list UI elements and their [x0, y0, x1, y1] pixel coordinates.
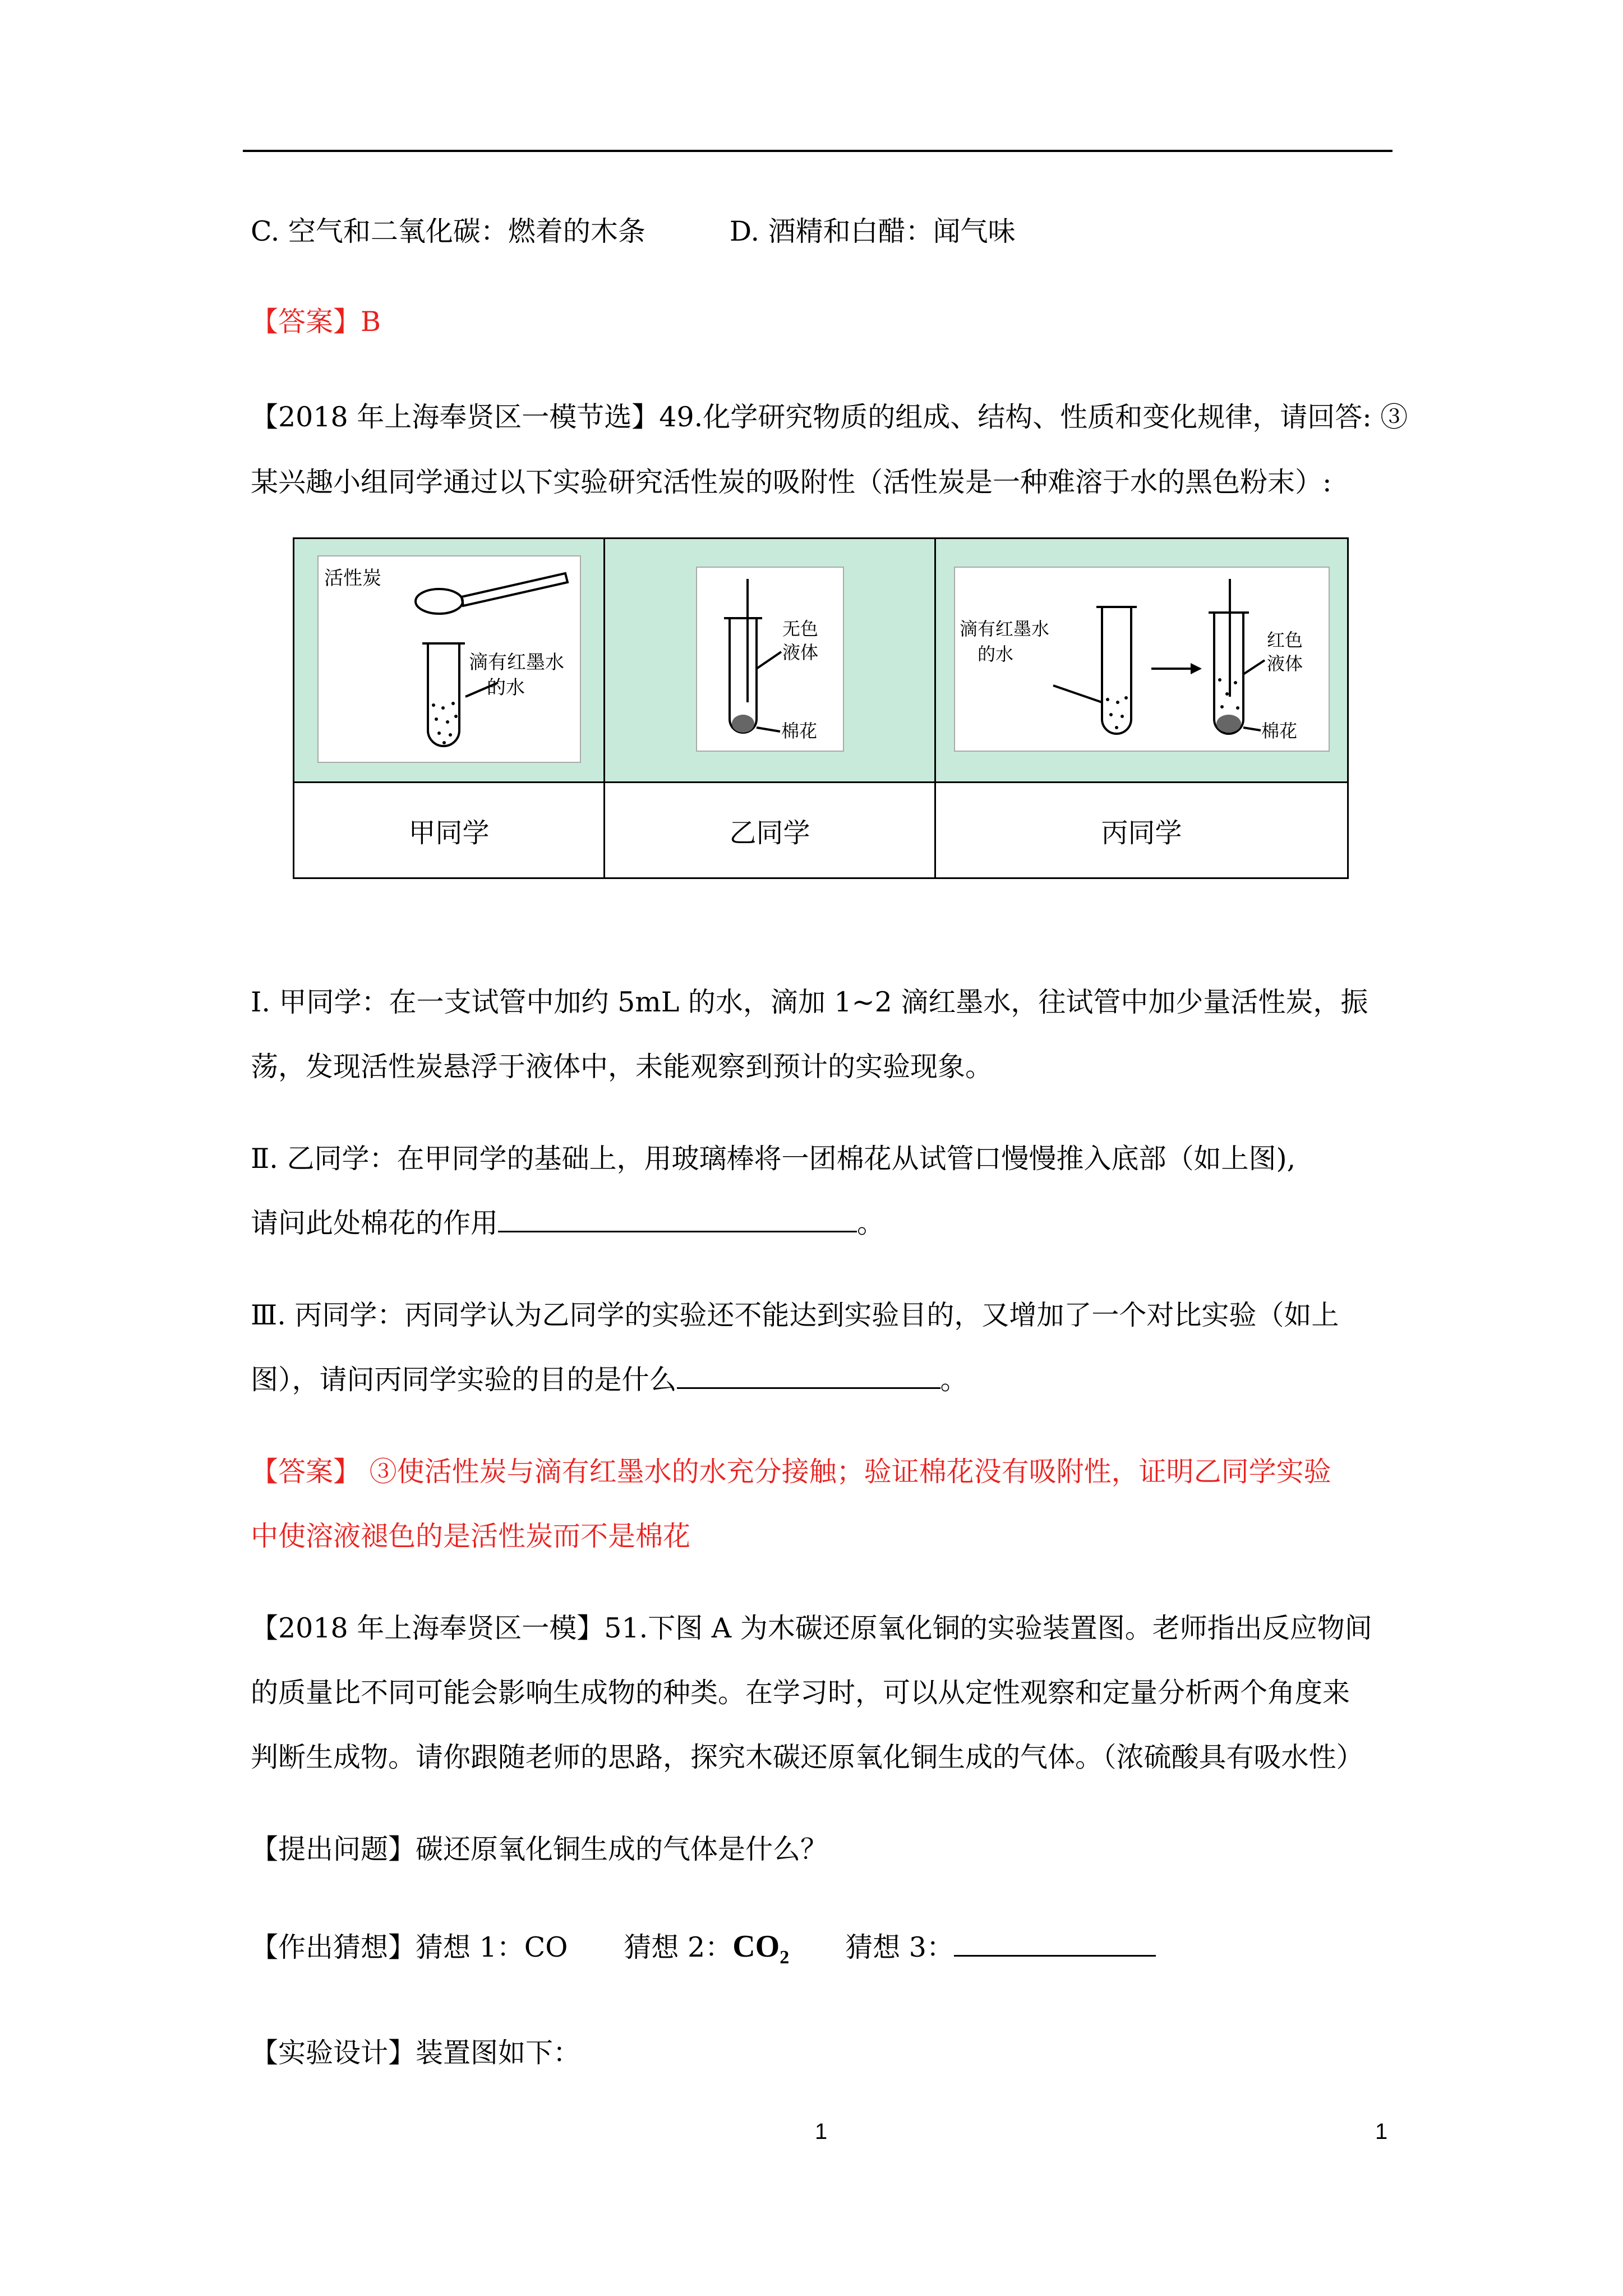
option-row [251, 215, 1016, 249]
figure-jia [317, 555, 581, 763]
q51-line-2: 的质量比不同可能会影响生成物的种类。在学习时，可以从定性观察和定量分析两个角度来 [251, 1677, 1350, 1709]
answer-blank-hypothesis-3[interactable] [954, 1932, 1156, 1957]
figure-cell-bing [935, 539, 1348, 783]
answer-blank-purpose[interactable] [677, 1365, 940, 1389]
hypothesis-3-label: 猜想 3： [845, 1931, 954, 1963]
step-iii-line-2 [251, 1363, 968, 1397]
label-red-water-1: 滴有红墨水 [468, 651, 564, 674]
figure-cell-yi [605, 539, 935, 783]
label-red-liquid-1: 红色 [1266, 629, 1303, 651]
hypothesis-row [251, 1930, 1156, 1975]
step-ii-line-1: Ⅱ. 乙同学：在甲同学的基础上，用玻璃棒将一团棉花从试管口慢慢推入底部（如上图), [251, 1143, 1296, 1175]
label-colorless-2: 液体 [782, 642, 818, 663]
label-colorless-1: 无色 [782, 618, 818, 639]
step-i-line-2: 荡，发现活性炭悬浮于液体中，未能观察到预计的实验现象。 [251, 1051, 993, 1083]
answer-blank-cotton[interactable] [498, 1208, 857, 1232]
label-carbon: 活性炭 [324, 567, 381, 590]
step-ii-prompt: 请问此处棉花的作用 [251, 1207, 499, 1239]
hypothesis-2-label: 猜想 2： [624, 1931, 733, 1963]
hypothesis-1: 【作出猜想】猜想 1：CO [251, 1931, 568, 1963]
co2-formula: $CO_2$ [732, 1929, 790, 1968]
q49-line-2: 某兴趣小组同学通过以下实验研究活性炭的吸附性（活性炭是一种难溶于水的黑色粉末）: [251, 466, 1332, 498]
label-yi: 乙同学 [605, 783, 935, 878]
label-cotton: 棉花 [781, 720, 817, 742]
q51-line-3: 判断生成物。请你跟随老师的思路，探究木碳还原氧化铜生成的气体。（浓硫酸具有吸水性） [251, 1741, 1364, 1773]
label-red-liquid-2: 液体 [1266, 653, 1303, 674]
figure-cell-jia [294, 539, 605, 783]
figure-yi [696, 567, 844, 752]
label-jia: 甲同学 [294, 783, 605, 878]
label-red-water-2: 的水 [486, 677, 525, 699]
answer-2-line-2: 中使溶液褪色的是活性炭而不是棉花 [251, 1520, 691, 1552]
step-iii-prompt: 图），请问丙同学实验的目的是什么 [251, 1364, 677, 1396]
label-bing: 丙同学 [935, 783, 1348, 878]
answer-1: 【答案】B [251, 306, 381, 338]
option-d: D. 酒精和白醋：闻气味 [729, 215, 1016, 247]
q49-line-1: 【2018 年上海奉贤区一模节选】49.化学研究物质的组成、结构、性质和变化规律，请回答: ③ [251, 401, 1408, 433]
figure-bing [954, 567, 1330, 752]
step-iii-line-1: Ⅲ. 丙同学：丙同学认为乙同学的实验还不能达到实验目的，又增加了一个对比实验（如上 [251, 1299, 1339, 1331]
option-c: C. 空气和二氧化碳：燃着的木条 [251, 215, 645, 247]
step-ii-end: 。 [857, 1207, 885, 1239]
experiment-table [293, 537, 1349, 879]
q51-line-1: 【2018 年上海奉贤区一模】51.下图 A 为木碳还原氧化铜的实验装置图。老师指出反应物间 [251, 1612, 1372, 1644]
experiment-design: 【实验设计】装置图如下： [251, 2037, 581, 2069]
label-bing-red-water-2: 的水 [977, 643, 1013, 665]
label-row [294, 783, 1348, 878]
answer-2-line-1: 【答案】 ③使活性炭与滴有红墨水的水充分接触；验证棉花没有吸附性，证明乙同学实验 [251, 1456, 1331, 1488]
raise-question: 【提出问题】碳还原氧化铜生成的气体是什么？ [251, 1833, 828, 1865]
label-bing-red-water-1: 滴有红墨水 [959, 618, 1049, 639]
step-ii-line-2 [251, 1207, 884, 1240]
step-iii-end: 。 [940, 1364, 968, 1396]
label-bing-cotton: 棉花 [1261, 720, 1297, 742]
header-rule [243, 150, 1393, 152]
page-number-right: 1 [1375, 2119, 1388, 2144]
step-i-line-1: Ⅰ. 甲同学：在一支试管中加约 5mL 的水，滴加 1~2 滴红墨水，往试管中加少量活性炭，振 [251, 986, 1368, 1018]
figure-row [294, 539, 1348, 783]
page-number-center: 1 [815, 2119, 828, 2144]
